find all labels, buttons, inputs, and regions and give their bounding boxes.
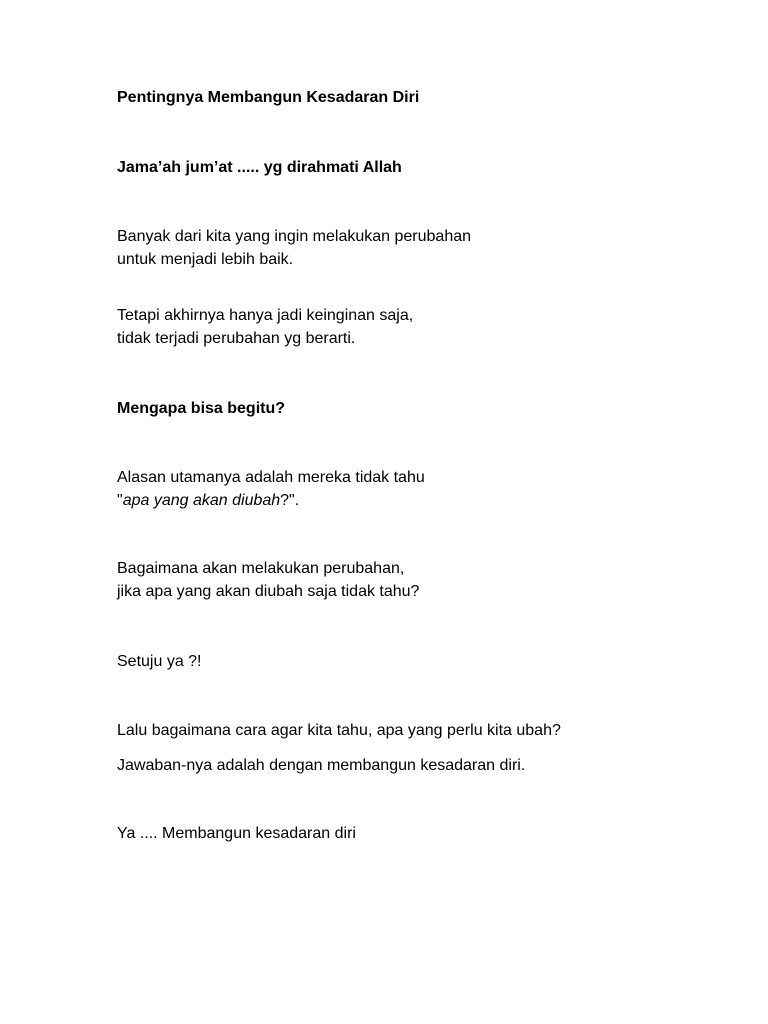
closing-line: Ya .... Membangun kesadaran diri xyxy=(117,825,356,842)
quote-open: " xyxy=(117,492,123,509)
document-title: Pentingnya Membangun Kesadaran Diri xyxy=(117,89,420,106)
quote-close: ?". xyxy=(280,492,300,509)
paragraph-3-line-2 xyxy=(117,489,425,512)
agree-line: Setuju ya ?! xyxy=(117,653,202,670)
paragraph-2-line-1: Tetapi akhirnya hanya jadi keinginan saja, xyxy=(117,307,414,324)
paragraph-5: Lalu bagaimana cara agar kita tahu, apa yang perlu kita ubah? xyxy=(117,722,561,739)
paragraph-3 xyxy=(117,466,425,512)
greeting-heading: Jama’ah jum’at ..... yg dirahmati Allah xyxy=(117,159,402,176)
paragraph-6: Jawaban-nya adalah dengan membangun kesadaran diri. xyxy=(117,757,526,774)
paragraph-2-line-2: tidak terjadi perubahan yg berarti. xyxy=(117,330,356,347)
paragraph-4 xyxy=(117,557,419,603)
paragraph-1 xyxy=(117,225,471,271)
paragraph-2 xyxy=(117,304,413,350)
question-heading: Mengapa bisa begitu? xyxy=(117,400,286,417)
paragraph-3-line-1: Alasan utamanya adalah mereka tidak tahu xyxy=(117,469,425,486)
paragraph-1-line-1: Banyak dari kita yang ingin melakukan perubahan xyxy=(117,228,472,245)
paragraph-4-line-1: Bagaimana akan melakukan perubahan, xyxy=(117,560,405,577)
quote-italic: apa yang akan diubah xyxy=(122,492,281,509)
paragraph-4-line-2: jika apa yang akan diubah saja tidak tahu? xyxy=(117,583,420,600)
paragraph-1-line-2: untuk menjadi lebih baik. xyxy=(117,251,294,268)
